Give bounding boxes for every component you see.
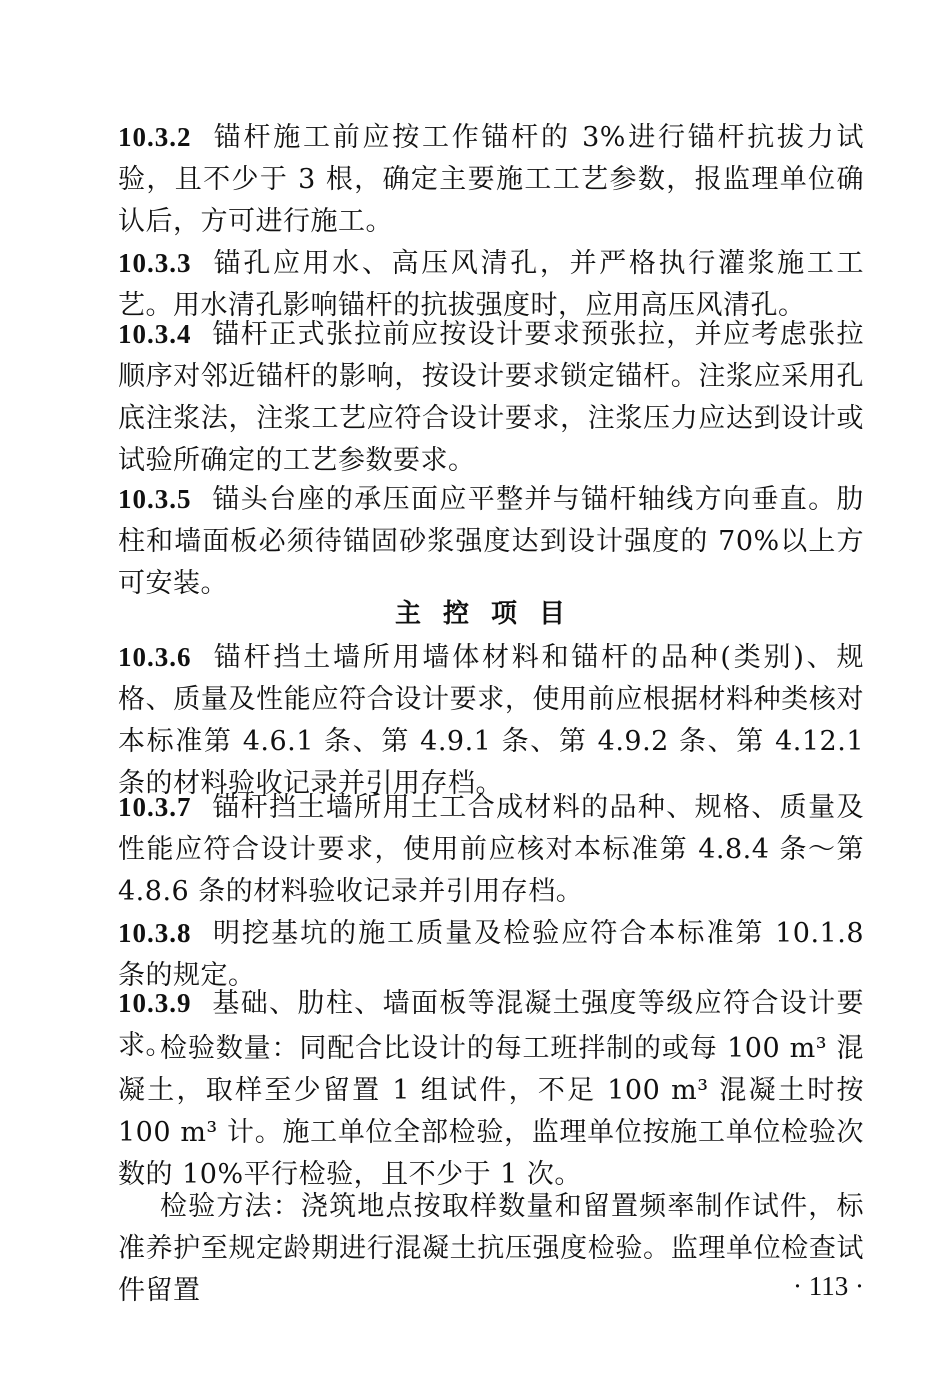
- clause-number: 10.3.5: [118, 484, 192, 514]
- clause-number: 10.3.3: [118, 248, 192, 278]
- inspection-quantity-paragraph: 检验数量：同配合比设计的每工班拌制的或每 100 m³ 混凝土，取样至少留置 1 组试件，不足 100 m³ 混凝土时按 100 m³ 计。施工单位全部检验，监理单位按施工单位检验次数的 10%平行检验，且不少于 1 次。: [118, 1033, 864, 1190]
- clause-text: 明挖基坑的施工质量及检验应符合本标准第 10.1.8 条的规定。: [118, 918, 864, 991]
- clause-text: 锚杆挡土墙所用土工合成材料的品种、规格、质量及性能应符合设计要求，使用前应核对本标准第 4.8.4 条～第 4.8.6 条的材料验收记录并引用存档。: [118, 792, 864, 907]
- clause-number: 10.3.2: [118, 122, 192, 152]
- clause-text: 锚孔应用水、高压风清孔，并严格执行灌浆施工工艺。用水清孔影响锚杆的抗拔强度时，应用高压风清孔。: [118, 248, 864, 321]
- clause-number: 10.3.4: [118, 319, 192, 349]
- clause-number: 10.3.9: [118, 988, 192, 1018]
- section-heading: 主控项目: [394, 599, 587, 629]
- clause-10-3-6: [118, 636, 864, 805]
- clause-number: 10.3.8: [118, 918, 192, 948]
- clause-10-3-4: [118, 313, 864, 482]
- clause-number: 10.3.6: [118, 642, 192, 672]
- clause-10-3-2: [118, 116, 864, 243]
- clause-text: 锚杆正式张拉前应按设计要求预张拉，并应考虑张拉顺序对邻近锚杆的影响，按设计要求锁定锚杆。注浆应采用孔底注浆法，注浆工艺应符合设计要求，注浆压力应达到设计或试验所确定的工艺参数要求。: [118, 319, 864, 476]
- clause-text: 基础、肋柱、墙面板等混凝土强度等级应符合设计要求。: [118, 988, 864, 1061]
- clause-text: 锚头台座的承压面应平整并与锚杆轴线方向垂直。肋柱和墙面板必须待锚固砂浆强度达到设计强度的 70%以上方可安装。: [118, 484, 864, 599]
- clause-text: 锚杆施工前应按工作锚杆的 3%进行锚杆抗拔力试验，且不少于 3 根，确定主要施工工艺参数，报监理单位确认后，方可进行施工。: [118, 122, 864, 237]
- clause-10-3-5: [118, 478, 864, 605]
- clause-text: 锚杆挡土墙所用墙体材料和锚杆的品种(类别)、规格、质量及性能应符合设计要求，使用前应根据材料种类核对本标准第 4.6.1 条、第 4.9.1 条、第 4.9.2 条、第 4.12.1 条的材料验收记录并引用存档。: [118, 642, 864, 799]
- clause-10-3-7: [118, 786, 864, 913]
- clause-number: 10.3.7: [118, 792, 192, 822]
- inspection-method-paragraph: 检验方法：浇筑地点按取样数量和留置频率制作试件，标准养护至规定龄期进行混凝土抗压强度检验。监理单位检查试件留置: [118, 1191, 864, 1306]
- page-number: · 113 ·: [793, 1271, 864, 1301]
